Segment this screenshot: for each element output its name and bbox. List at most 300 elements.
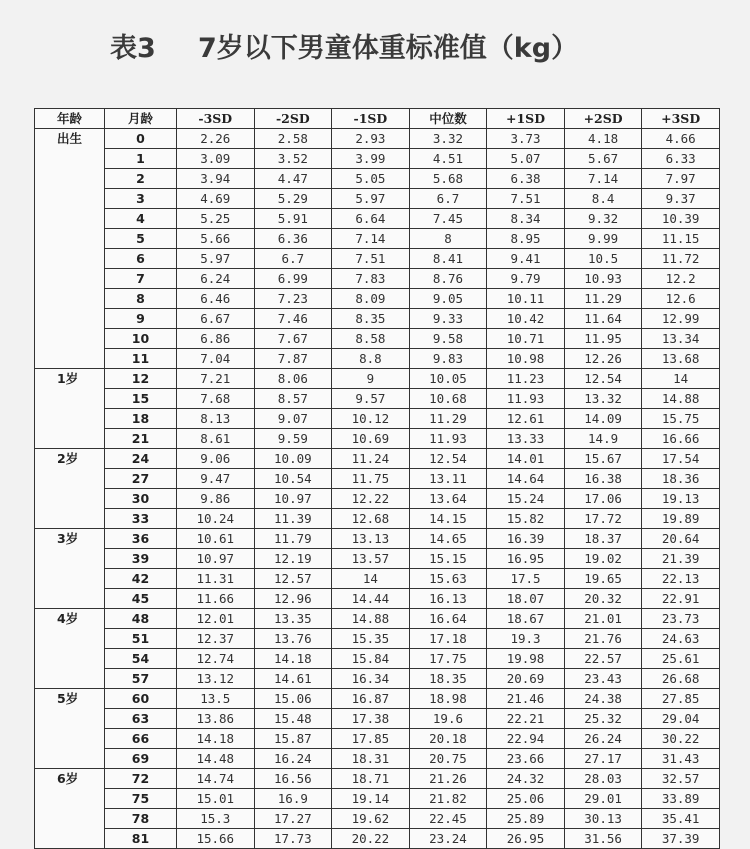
value-cell-minus-1sd: 12.68 bbox=[332, 509, 410, 529]
age-cell bbox=[35, 649, 105, 669]
value-cell-minus-1sd: 14.44 bbox=[332, 589, 410, 609]
table-row bbox=[35, 309, 720, 329]
value-cell-minus-2sd: 10.54 bbox=[254, 469, 332, 489]
value-cell-median: 14.65 bbox=[409, 529, 487, 549]
value-cell-plus-2sd: 26.24 bbox=[564, 729, 642, 749]
value-cell-plus-2sd: 21.76 bbox=[564, 629, 642, 649]
value-cell-plus-1sd: 14.01 bbox=[487, 449, 565, 469]
value-cell-minus-2sd: 13.35 bbox=[254, 609, 332, 629]
value-cell-minus-1sd: 8.58 bbox=[332, 329, 410, 349]
age-cell bbox=[35, 809, 105, 829]
value-cell-plus-2sd: 28.03 bbox=[564, 769, 642, 789]
value-cell-median: 16.64 bbox=[409, 609, 487, 629]
value-cell-minus-3sd: 7.68 bbox=[177, 389, 255, 409]
age-cell bbox=[35, 569, 105, 589]
age-cell bbox=[35, 329, 105, 349]
value-cell-plus-3sd: 14.88 bbox=[642, 389, 720, 409]
value-cell-plus-1sd: 20.69 bbox=[487, 669, 565, 689]
value-cell-minus-1sd: 8.35 bbox=[332, 309, 410, 329]
value-cell-minus-2sd: 9.07 bbox=[254, 409, 332, 429]
value-cell-plus-1sd: 25.89 bbox=[487, 809, 565, 829]
value-cell-plus-2sd: 31.56 bbox=[564, 829, 642, 849]
table-row bbox=[35, 429, 720, 449]
value-cell-plus-3sd: 18.36 bbox=[642, 469, 720, 489]
table-row bbox=[35, 389, 720, 409]
month-cell: 18 bbox=[105, 409, 177, 429]
value-cell-minus-2sd: 6.99 bbox=[254, 269, 332, 289]
value-cell-minus-3sd: 15.01 bbox=[177, 789, 255, 809]
age-cell: 3岁 bbox=[35, 529, 105, 549]
value-cell-minus-3sd: 13.86 bbox=[177, 709, 255, 729]
value-cell-plus-1sd: 26.95 bbox=[487, 829, 565, 849]
month-cell: 36 bbox=[105, 529, 177, 549]
value-cell-minus-1sd: 9 bbox=[332, 369, 410, 389]
value-cell-median: 9.58 bbox=[409, 329, 487, 349]
value-cell-minus-3sd: 6.86 bbox=[177, 329, 255, 349]
value-cell-plus-3sd: 29.04 bbox=[642, 709, 720, 729]
value-cell-median: 15.15 bbox=[409, 549, 487, 569]
month-cell: 2 bbox=[105, 169, 177, 189]
age-cell: 4岁 bbox=[35, 609, 105, 629]
value-cell-median: 23.24 bbox=[409, 829, 487, 849]
value-cell-minus-3sd: 14.74 bbox=[177, 769, 255, 789]
age-cell bbox=[35, 409, 105, 429]
age-cell: 6岁 bbox=[35, 769, 105, 789]
age-cell bbox=[35, 469, 105, 489]
age-cell bbox=[35, 549, 105, 569]
table-title: 7岁以下男童体重标准值（kg） bbox=[198, 33, 579, 64]
value-cell-plus-1sd: 24.32 bbox=[487, 769, 565, 789]
value-cell-plus-1sd: 18.67 bbox=[487, 609, 565, 629]
value-cell-minus-1sd: 5.97 bbox=[332, 189, 410, 209]
value-cell-minus-1sd: 14.88 bbox=[332, 609, 410, 629]
value-cell-minus-2sd: 3.52 bbox=[254, 149, 332, 169]
value-cell-minus-3sd: 6.24 bbox=[177, 269, 255, 289]
value-cell-minus-1sd: 10.69 bbox=[332, 429, 410, 449]
table-row bbox=[35, 169, 720, 189]
value-cell-median: 16.13 bbox=[409, 589, 487, 609]
value-cell-plus-3sd: 15.75 bbox=[642, 409, 720, 429]
month-cell: 66 bbox=[105, 729, 177, 749]
table-row bbox=[35, 509, 720, 529]
value-cell-minus-3sd: 4.69 bbox=[177, 189, 255, 209]
value-cell-plus-3sd: 25.61 bbox=[642, 649, 720, 669]
table-row bbox=[35, 629, 720, 649]
value-cell-plus-3sd: 16.66 bbox=[642, 429, 720, 449]
month-cell: 39 bbox=[105, 549, 177, 569]
value-cell-plus-1sd: 9.79 bbox=[487, 269, 565, 289]
month-cell: 30 bbox=[105, 489, 177, 509]
table-row bbox=[35, 809, 720, 829]
value-cell-median: 18.35 bbox=[409, 669, 487, 689]
header-median: 中位数 bbox=[409, 109, 487, 129]
value-cell-plus-3sd: 13.34 bbox=[642, 329, 720, 349]
age-cell bbox=[35, 229, 105, 249]
header-minus-2sd: -2SD bbox=[254, 109, 332, 129]
value-cell-median: 14.15 bbox=[409, 509, 487, 529]
header-plus-3sd: +3SD bbox=[642, 109, 720, 129]
value-cell-minus-3sd: 13.5 bbox=[177, 689, 255, 709]
value-cell-minus-2sd: 11.39 bbox=[254, 509, 332, 529]
value-cell-minus-3sd: 12.01 bbox=[177, 609, 255, 629]
value-cell-minus-3sd: 12.37 bbox=[177, 629, 255, 649]
value-cell-minus-1sd: 15.84 bbox=[332, 649, 410, 669]
table-row bbox=[35, 689, 720, 709]
value-cell-median: 18.98 bbox=[409, 689, 487, 709]
month-cell: 33 bbox=[105, 509, 177, 529]
table-row bbox=[35, 189, 720, 209]
table-row bbox=[35, 529, 720, 549]
table-row bbox=[35, 369, 720, 389]
value-cell-minus-3sd: 10.61 bbox=[177, 529, 255, 549]
value-cell-minus-3sd: 11.66 bbox=[177, 589, 255, 609]
value-cell-minus-3sd: 3.09 bbox=[177, 149, 255, 169]
value-cell-plus-1sd: 8.34 bbox=[487, 209, 565, 229]
value-cell-plus-1sd: 9.41 bbox=[487, 249, 565, 269]
age-cell: 2岁 bbox=[35, 449, 105, 469]
value-cell-plus-1sd: 16.95 bbox=[487, 549, 565, 569]
value-cell-median: 12.54 bbox=[409, 449, 487, 469]
value-cell-median: 3.32 bbox=[409, 129, 487, 149]
value-cell-plus-2sd: 19.02 bbox=[564, 549, 642, 569]
value-cell-minus-2sd: 8.57 bbox=[254, 389, 332, 409]
value-cell-plus-3sd: 33.89 bbox=[642, 789, 720, 809]
value-cell-plus-1sd: 10.11 bbox=[487, 289, 565, 309]
table-row bbox=[35, 269, 720, 289]
header-minus-1sd: -1SD bbox=[332, 109, 410, 129]
value-cell-median: 8 bbox=[409, 229, 487, 249]
value-cell-median: 11.93 bbox=[409, 429, 487, 449]
table-row bbox=[35, 709, 720, 729]
value-cell-plus-3sd: 19.13 bbox=[642, 489, 720, 509]
value-cell-plus-3sd: 6.33 bbox=[642, 149, 720, 169]
value-cell-plus-2sd: 11.95 bbox=[564, 329, 642, 349]
value-cell-plus-1sd: 11.93 bbox=[487, 389, 565, 409]
value-cell-minus-1sd: 8.8 bbox=[332, 349, 410, 369]
value-cell-median: 6.7 bbox=[409, 189, 487, 209]
age-cell bbox=[35, 749, 105, 769]
value-cell-minus-1sd: 7.83 bbox=[332, 269, 410, 289]
value-cell-plus-2sd: 22.57 bbox=[564, 649, 642, 669]
month-cell: 5 bbox=[105, 229, 177, 249]
value-cell-minus-2sd: 9.59 bbox=[254, 429, 332, 449]
value-cell-plus-3sd: 22.91 bbox=[642, 589, 720, 609]
value-cell-minus-1sd: 7.51 bbox=[332, 249, 410, 269]
page-title bbox=[0, 22, 750, 62]
value-cell-plus-3sd: 27.85 bbox=[642, 689, 720, 709]
value-cell-minus-2sd: 12.19 bbox=[254, 549, 332, 569]
value-cell-minus-3sd: 8.13 bbox=[177, 409, 255, 429]
value-cell-minus-2sd: 5.91 bbox=[254, 209, 332, 229]
value-cell-plus-3sd: 12.6 bbox=[642, 289, 720, 309]
value-cell-plus-2sd: 14.09 bbox=[564, 409, 642, 429]
value-cell-minus-1sd: 3.99 bbox=[332, 149, 410, 169]
value-cell-minus-2sd: 17.27 bbox=[254, 809, 332, 829]
age-cell bbox=[35, 389, 105, 409]
value-cell-plus-3sd: 21.39 bbox=[642, 549, 720, 569]
value-cell-minus-1sd: 9.57 bbox=[332, 389, 410, 409]
value-cell-median: 21.26 bbox=[409, 769, 487, 789]
value-cell-plus-2sd: 24.38 bbox=[564, 689, 642, 709]
age-cell bbox=[35, 429, 105, 449]
value-cell-minus-1sd: 15.35 bbox=[332, 629, 410, 649]
value-cell-minus-2sd: 7.46 bbox=[254, 309, 332, 329]
value-cell-median: 9.83 bbox=[409, 349, 487, 369]
value-cell-minus-1sd: 19.62 bbox=[332, 809, 410, 829]
value-cell-minus-2sd: 6.36 bbox=[254, 229, 332, 249]
value-cell-minus-1sd: 13.57 bbox=[332, 549, 410, 569]
value-cell-plus-2sd: 29.01 bbox=[564, 789, 642, 809]
value-cell-plus-1sd: 15.82 bbox=[487, 509, 565, 529]
value-cell-minus-2sd: 7.23 bbox=[254, 289, 332, 309]
table-row bbox=[35, 409, 720, 429]
table-row bbox=[35, 789, 720, 809]
value-cell-plus-3sd: 24.63 bbox=[642, 629, 720, 649]
value-cell-minus-2sd: 17.73 bbox=[254, 829, 332, 849]
value-cell-median: 20.18 bbox=[409, 729, 487, 749]
value-cell-plus-1sd: 19.98 bbox=[487, 649, 565, 669]
value-cell-minus-2sd: 6.7 bbox=[254, 249, 332, 269]
month-cell: 57 bbox=[105, 669, 177, 689]
month-cell: 15 bbox=[105, 389, 177, 409]
value-cell-minus-1sd: 5.05 bbox=[332, 169, 410, 189]
age-cell bbox=[35, 289, 105, 309]
month-cell: 60 bbox=[105, 689, 177, 709]
value-cell-minus-3sd: 7.04 bbox=[177, 349, 255, 369]
month-cell: 7 bbox=[105, 269, 177, 289]
value-cell-minus-3sd: 9.06 bbox=[177, 449, 255, 469]
month-cell: 1 bbox=[105, 149, 177, 169]
value-cell-plus-2sd: 18.37 bbox=[564, 529, 642, 549]
value-cell-median: 10.05 bbox=[409, 369, 487, 389]
table-row bbox=[35, 829, 720, 849]
value-cell-plus-2sd: 15.67 bbox=[564, 449, 642, 469]
value-cell-minus-3sd: 5.97 bbox=[177, 249, 255, 269]
value-cell-minus-1sd: 16.87 bbox=[332, 689, 410, 709]
value-cell-median: 21.82 bbox=[409, 789, 487, 809]
month-cell: 48 bbox=[105, 609, 177, 629]
value-cell-plus-2sd: 9.99 bbox=[564, 229, 642, 249]
value-cell-median: 9.33 bbox=[409, 309, 487, 329]
value-cell-plus-2sd: 20.32 bbox=[564, 589, 642, 609]
value-cell-minus-3sd: 7.21 bbox=[177, 369, 255, 389]
table-number: 表3 bbox=[110, 33, 156, 64]
value-cell-minus-2sd: 7.87 bbox=[254, 349, 332, 369]
value-cell-minus-3sd: 8.61 bbox=[177, 429, 255, 449]
value-cell-plus-2sd: 13.32 bbox=[564, 389, 642, 409]
age-cell bbox=[35, 489, 105, 509]
value-cell-minus-2sd: 11.79 bbox=[254, 529, 332, 549]
table-row bbox=[35, 329, 720, 349]
value-cell-plus-3sd: 30.22 bbox=[642, 729, 720, 749]
value-cell-minus-2sd: 16.24 bbox=[254, 749, 332, 769]
value-cell-plus-2sd: 23.43 bbox=[564, 669, 642, 689]
value-cell-minus-3sd: 10.24 bbox=[177, 509, 255, 529]
age-cell bbox=[35, 209, 105, 229]
age-cell bbox=[35, 309, 105, 329]
age-cell bbox=[35, 829, 105, 849]
value-cell-median: 13.64 bbox=[409, 489, 487, 509]
value-cell-plus-1sd: 11.23 bbox=[487, 369, 565, 389]
value-cell-median: 4.51 bbox=[409, 149, 487, 169]
value-cell-minus-2sd: 2.58 bbox=[254, 129, 332, 149]
value-cell-minus-3sd: 11.31 bbox=[177, 569, 255, 589]
value-cell-minus-2sd: 10.97 bbox=[254, 489, 332, 509]
table-row bbox=[35, 449, 720, 469]
value-cell-minus-3sd: 3.94 bbox=[177, 169, 255, 189]
value-cell-plus-2sd: 4.18 bbox=[564, 129, 642, 149]
table-row bbox=[35, 489, 720, 509]
table-row bbox=[35, 649, 720, 669]
value-cell-plus-3sd: 31.43 bbox=[642, 749, 720, 769]
value-cell-plus-1sd: 16.39 bbox=[487, 529, 565, 549]
age-cell: 5岁 bbox=[35, 689, 105, 709]
value-cell-plus-1sd: 15.24 bbox=[487, 489, 565, 509]
table-row bbox=[35, 589, 720, 609]
value-cell-minus-3sd: 10.97 bbox=[177, 549, 255, 569]
month-cell: 69 bbox=[105, 749, 177, 769]
value-cell-minus-3sd: 13.12 bbox=[177, 669, 255, 689]
value-cell-plus-3sd: 11.15 bbox=[642, 229, 720, 249]
value-cell-plus-1sd: 10.42 bbox=[487, 309, 565, 329]
month-cell: 45 bbox=[105, 589, 177, 609]
age-cell bbox=[35, 149, 105, 169]
value-cell-minus-2sd: 14.18 bbox=[254, 649, 332, 669]
table-row bbox=[35, 549, 720, 569]
value-cell-plus-2sd: 25.32 bbox=[564, 709, 642, 729]
value-cell-minus-1sd: 17.38 bbox=[332, 709, 410, 729]
value-cell-minus-1sd: 12.22 bbox=[332, 489, 410, 509]
table-row bbox=[35, 609, 720, 629]
header-month: 月龄 bbox=[105, 109, 177, 129]
value-cell-minus-3sd: 12.74 bbox=[177, 649, 255, 669]
value-cell-plus-2sd: 17.06 bbox=[564, 489, 642, 509]
value-cell-plus-3sd: 10.39 bbox=[642, 209, 720, 229]
header-plus-1sd: +1SD bbox=[487, 109, 565, 129]
month-cell: 54 bbox=[105, 649, 177, 669]
value-cell-plus-3sd: 7.97 bbox=[642, 169, 720, 189]
age-cell: 出生 bbox=[35, 129, 105, 149]
value-cell-plus-3sd: 19.89 bbox=[642, 509, 720, 529]
value-cell-plus-2sd: 5.67 bbox=[564, 149, 642, 169]
value-cell-plus-2sd: 9.32 bbox=[564, 209, 642, 229]
value-cell-minus-2sd: 4.47 bbox=[254, 169, 332, 189]
month-cell: 11 bbox=[105, 349, 177, 369]
value-cell-median: 17.18 bbox=[409, 629, 487, 649]
value-cell-minus-2sd: 14.61 bbox=[254, 669, 332, 689]
value-cell-plus-3sd: 23.73 bbox=[642, 609, 720, 629]
value-cell-plus-3sd: 13.68 bbox=[642, 349, 720, 369]
value-cell-plus-3sd: 9.37 bbox=[642, 189, 720, 209]
month-cell: 42 bbox=[105, 569, 177, 589]
table-row bbox=[35, 129, 720, 149]
age-cell bbox=[35, 189, 105, 209]
value-cell-plus-1sd: 14.64 bbox=[487, 469, 565, 489]
age-cell: 1岁 bbox=[35, 369, 105, 389]
value-cell-plus-3sd: 11.72 bbox=[642, 249, 720, 269]
value-cell-plus-3sd: 32.57 bbox=[642, 769, 720, 789]
age-cell bbox=[35, 249, 105, 269]
table-body bbox=[35, 129, 720, 849]
value-cell-plus-2sd: 8.4 bbox=[564, 189, 642, 209]
value-cell-minus-1sd: 7.14 bbox=[332, 229, 410, 249]
value-cell-plus-1sd: 7.51 bbox=[487, 189, 565, 209]
value-cell-minus-1sd: 20.22 bbox=[332, 829, 410, 849]
table-row bbox=[35, 729, 720, 749]
value-cell-plus-1sd: 25.06 bbox=[487, 789, 565, 809]
table-row bbox=[35, 249, 720, 269]
table-row bbox=[35, 209, 720, 229]
month-cell: 4 bbox=[105, 209, 177, 229]
age-cell bbox=[35, 729, 105, 749]
month-cell: 24 bbox=[105, 449, 177, 469]
value-cell-plus-1sd: 5.07 bbox=[487, 149, 565, 169]
table-row bbox=[35, 469, 720, 489]
value-cell-plus-2sd: 17.72 bbox=[564, 509, 642, 529]
value-cell-median: 10.68 bbox=[409, 389, 487, 409]
value-cell-plus-3sd: 12.99 bbox=[642, 309, 720, 329]
month-cell: 75 bbox=[105, 789, 177, 809]
age-cell bbox=[35, 269, 105, 289]
value-cell-plus-2sd: 19.65 bbox=[564, 569, 642, 589]
value-cell-minus-1sd: 11.75 bbox=[332, 469, 410, 489]
month-cell: 10 bbox=[105, 329, 177, 349]
value-cell-minus-1sd: 16.34 bbox=[332, 669, 410, 689]
value-cell-plus-1sd: 23.66 bbox=[487, 749, 565, 769]
value-cell-plus-1sd: 19.3 bbox=[487, 629, 565, 649]
value-cell-minus-2sd: 15.48 bbox=[254, 709, 332, 729]
value-cell-minus-1sd: 8.09 bbox=[332, 289, 410, 309]
value-cell-minus-2sd: 5.29 bbox=[254, 189, 332, 209]
value-cell-plus-2sd: 11.29 bbox=[564, 289, 642, 309]
value-cell-plus-1sd: 3.73 bbox=[487, 129, 565, 149]
value-cell-minus-1sd: 6.64 bbox=[332, 209, 410, 229]
value-cell-plus-3sd: 35.41 bbox=[642, 809, 720, 829]
value-cell-plus-2sd: 16.38 bbox=[564, 469, 642, 489]
value-cell-minus-2sd: 15.06 bbox=[254, 689, 332, 709]
value-cell-plus-1sd: 21.46 bbox=[487, 689, 565, 709]
value-cell-plus-1sd: 12.61 bbox=[487, 409, 565, 429]
month-cell: 81 bbox=[105, 829, 177, 849]
value-cell-median: 11.29 bbox=[409, 409, 487, 429]
value-cell-minus-1sd: 18.71 bbox=[332, 769, 410, 789]
value-cell-plus-3sd: 37.39 bbox=[642, 829, 720, 849]
header-plus-2sd: +2SD bbox=[564, 109, 642, 129]
month-cell: 21 bbox=[105, 429, 177, 449]
age-cell bbox=[35, 509, 105, 529]
weight-standard-table bbox=[34, 108, 720, 849]
table-row bbox=[35, 289, 720, 309]
value-cell-plus-2sd: 11.64 bbox=[564, 309, 642, 329]
value-cell-plus-2sd: 14.9 bbox=[564, 429, 642, 449]
header-age: 年龄 bbox=[35, 109, 105, 129]
value-cell-plus-3sd: 22.13 bbox=[642, 569, 720, 589]
value-cell-plus-2sd: 21.01 bbox=[564, 609, 642, 629]
table-row bbox=[35, 569, 720, 589]
value-cell-median: 13.11 bbox=[409, 469, 487, 489]
value-cell-minus-3sd: 9.86 bbox=[177, 489, 255, 509]
table-row bbox=[35, 749, 720, 769]
value-cell-minus-3sd: 5.66 bbox=[177, 229, 255, 249]
value-cell-minus-2sd: 10.09 bbox=[254, 449, 332, 469]
value-cell-minus-1sd: 2.93 bbox=[332, 129, 410, 149]
value-cell-plus-1sd: 13.33 bbox=[487, 429, 565, 449]
month-cell: 72 bbox=[105, 769, 177, 789]
value-cell-minus-3sd: 14.48 bbox=[177, 749, 255, 769]
value-cell-median: 8.76 bbox=[409, 269, 487, 289]
month-cell: 8 bbox=[105, 289, 177, 309]
value-cell-minus-3sd: 9.47 bbox=[177, 469, 255, 489]
